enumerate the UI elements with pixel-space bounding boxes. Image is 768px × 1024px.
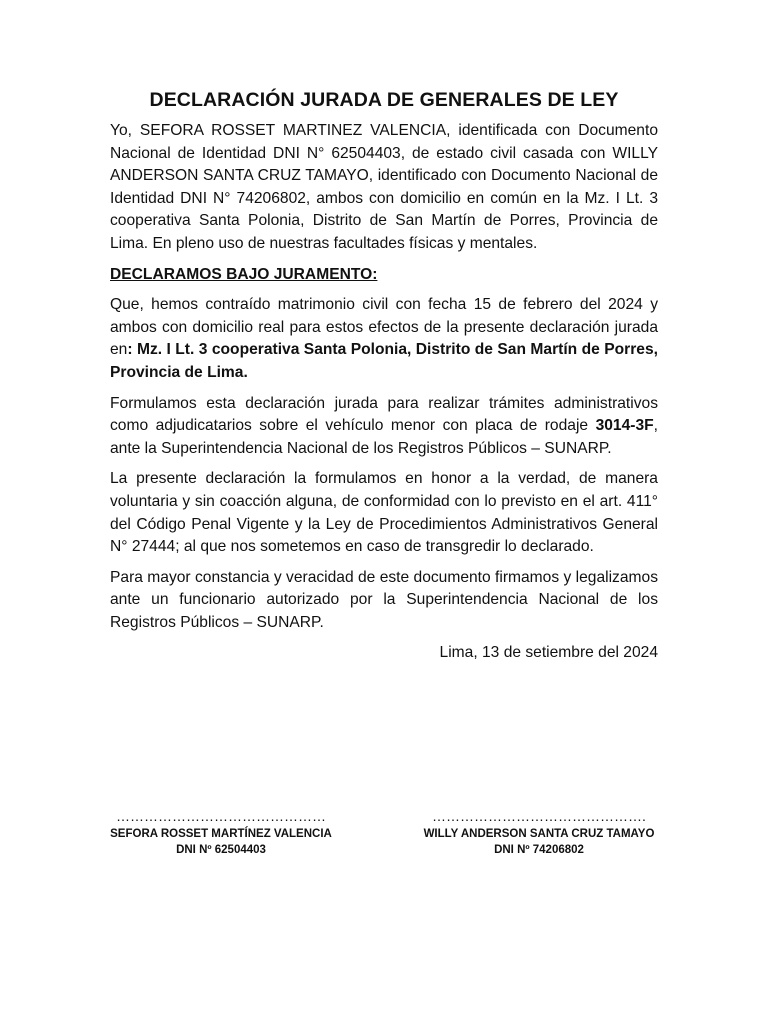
- closing-paragraph: Para mayor constancia y veracidad de este documento firmamos y legalizamos ante un funcionario autorizado por la Superintendencia Nacional de los Registros Públicos – SUNARP.: [110, 568, 658, 631]
- signer-dni-left: DNI Nº 62504403: [176, 844, 266, 856]
- signature-line-left: ………………………………………: [116, 808, 326, 824]
- signer-name-right: WILLY ANDERSON SANTA CRUZ TAMAYO: [423, 828, 655, 840]
- document-date: Lima, 13 de setiembre del 2024: [439, 644, 658, 662]
- purpose-text-end: , ante la Superintendencia Nacional de los Registros Públicos – SUNARP.: [110, 417, 658, 457]
- marriage-text: Que, hemos contraído matrimonio civil con fecha 15 de febrero del 2024 y ambos con domicilio real para estos efectos de la presente declaración jurada en: [110, 296, 658, 359]
- signer-dni-right: DNI Nº 74206802: [494, 844, 584, 856]
- signer-name-left: SEFORA ROSSET MARTÍNEZ VALENCIA: [110, 828, 332, 840]
- truth-paragraph: La presente declaración la formulamos en honor a la verdad, de manera voluntaria y sin coacción alguna, de conformidad con lo previsto en el art. 411° del Código Penal Vigente y la Ley de Procedimientos Administrativos General N° 27444; al que nos sometemos en caso de transgredir lo declarado.: [110, 470, 658, 556]
- address-bold: : Mz. I Lt. 3 cooperativa Santa Polonia, Distrito de San Martín de Porres, Provincia de Lima.: [110, 341, 658, 381]
- document-title: DECLARACIÓN JURADA DE GENERALES DE LEY: [149, 89, 619, 111]
- oath-heading: DECLARAMOS BAJO JURAMENTO:: [110, 265, 378, 283]
- purpose-text: Formulamos esta declaración jurada para realizar trámites administrativos como adjudicatarios sobre el vehículo menor con placa de rodaje: [110, 394, 658, 435]
- intro-paragraph: Yo, SEFORA ROSSET MARTINEZ VALENCIA, identificada con Documento Nacional de Identidad DNI N° 62504403, de estado civil casada con WILLY ANDERSON SANTA CRUZ TAMAYO, identificado con Documento Nacional de Identidad DNI N° 74206802, ambos con domicilio en común en la Mz. I Lt. 3 cooperativa Santa Polonia, Distrito de San Martín de Porres, Provincia de Lima. En pleno uso de nuestras facultades físicas y mentales.: [110, 122, 658, 252]
- signature-block-right: [420, 808, 658, 858]
- marriage-paragraph: [110, 294, 658, 384]
- signature-line-right: ……………………………………….: [432, 808, 646, 824]
- document-body: [110, 86, 658, 665]
- signature-block-left: [108, 808, 334, 858]
- purpose-paragraph: [110, 393, 658, 461]
- plate-number: 3014-3F: [595, 417, 654, 435]
